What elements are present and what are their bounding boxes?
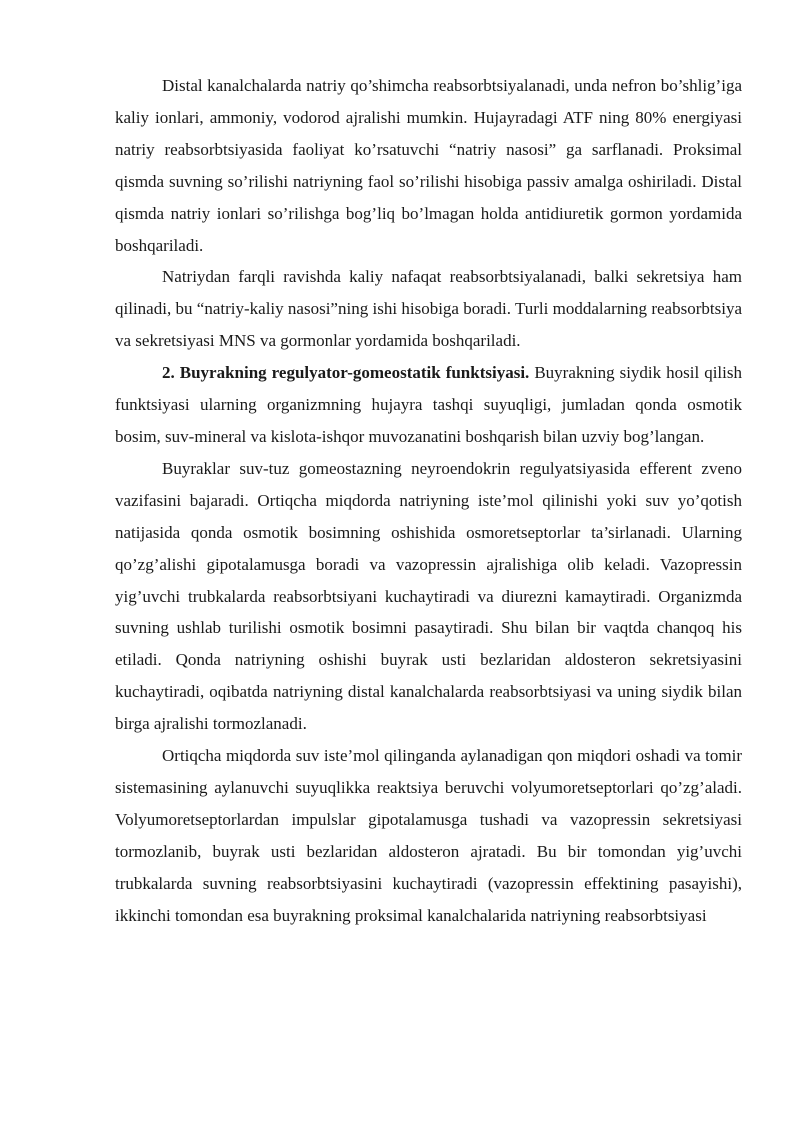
section-heading: 2. Buyrakning regulyator-gomeostatik funktsiyasi. [162,363,530,383]
paragraph-excess-water: Ortiqcha miqdorda suv iste’mol qilinganda aylanadigan qon miqdori oshadi va tomir sistemasining aylanuvchi suyuqlikka reaktsiya beruvchi volyumoretseptorlari qo’zg’aladi. Volyumoretseptorlardan impulslar gipotalamusga tushadi va vazopressin sekretsiyasi tormozlanib, buyrak usti bezlaridan aldosteron ajratadi. Bu bir tomondan yig’uvchi trubkalarda suvning reabsorbtsiyasini kuchaytiradi (vazopressin effektining pasayishi), ikkinchi tomondan esa buyrakning proksimal kanalchalarida natriyning reabsorbtsiyasi [115,746,742,925]
paragraph-neuroendocrine-regulation: Buyraklar suv-tuz gomeostazning neyroendokrin regulyatsiyasida efferent zveno vazifasini bajaradi. Ortiqcha miqdorda natriyning iste’mol qilinishi yoki suv yo’qotish natijasida qonda osmotik bosimning oshishida osmoretseptorlar ta’sirlanadi. Ularning qo’zg’alishi gipotalamusga boradi va vazopressin ajralishiga olib keladi. Vazopressin yig’uvchi trubkalarda reabsorbtsiyani kuchaytiradi va diurezni kamaytiradi. Organizmda suvning ushlab turilishi osmotik bosimni pasaytiradi. Shu bilan bir vaqtda chanqoq his etiladi. Qonda natriyning oshishi buyrak usti bezlaridan aldosteron sekretsiyasini kuchaytiradi, oqibatda natriyning distal kanalchalarda reabsorbtsiyasi va uning siydik bilan birga ajralishi tormozlanadi. [115,458,742,734]
paragraph-distal-reabsorption: Distal kanalchalarda natriy qo’shimcha reabsorbtsiyalanadi, unda nefron bo’shlig’iga kaliy ionlari, ammoniy, vodorod ajralishi mumkin. Hujayradagi ATF ning 80% energiyasi natriy reabsorbtsiyasida faoliyat ko’rsatuvchi “natriy nasosi” ga sarflanadi. Proksimal qismda suvning so’rilishi natriyning faol so’rilishi hisobiga passiv amalga oshiriladi. Distal qismda natriy ionlari so’rilishga bog’liq bo’lmagan holda antidiuretik gormon yordamida boshqariladi. [115,76,742,255]
document-page [115,70,742,931]
paragraph-regulatory-function [115,357,742,453]
paragraph-regulatory-function-text: Buyrakning siydik hosil qilish funktsiyasi ularning organizmning hujayra tashqi suyuqligi, jumladan qonda osmotik bosim, suv-mineral va kislota-ishqor muvozanatini boshqarish bilan uzviy bog’langan. [115,363,742,446]
paragraph-potassium-secretion: Natriydan farqli ravishda kaliy nafaqat reabsorbtsiyalanadi, balki sekretsiya ham qilinadi, bu “natriy-kaliy nasosi”ning ishi hisobiga boradi. Turli moddalarning reabsorbtsiya va sekretsiyasi MNS va gormonlar yordamida boshqariladi. [115,267,742,351]
